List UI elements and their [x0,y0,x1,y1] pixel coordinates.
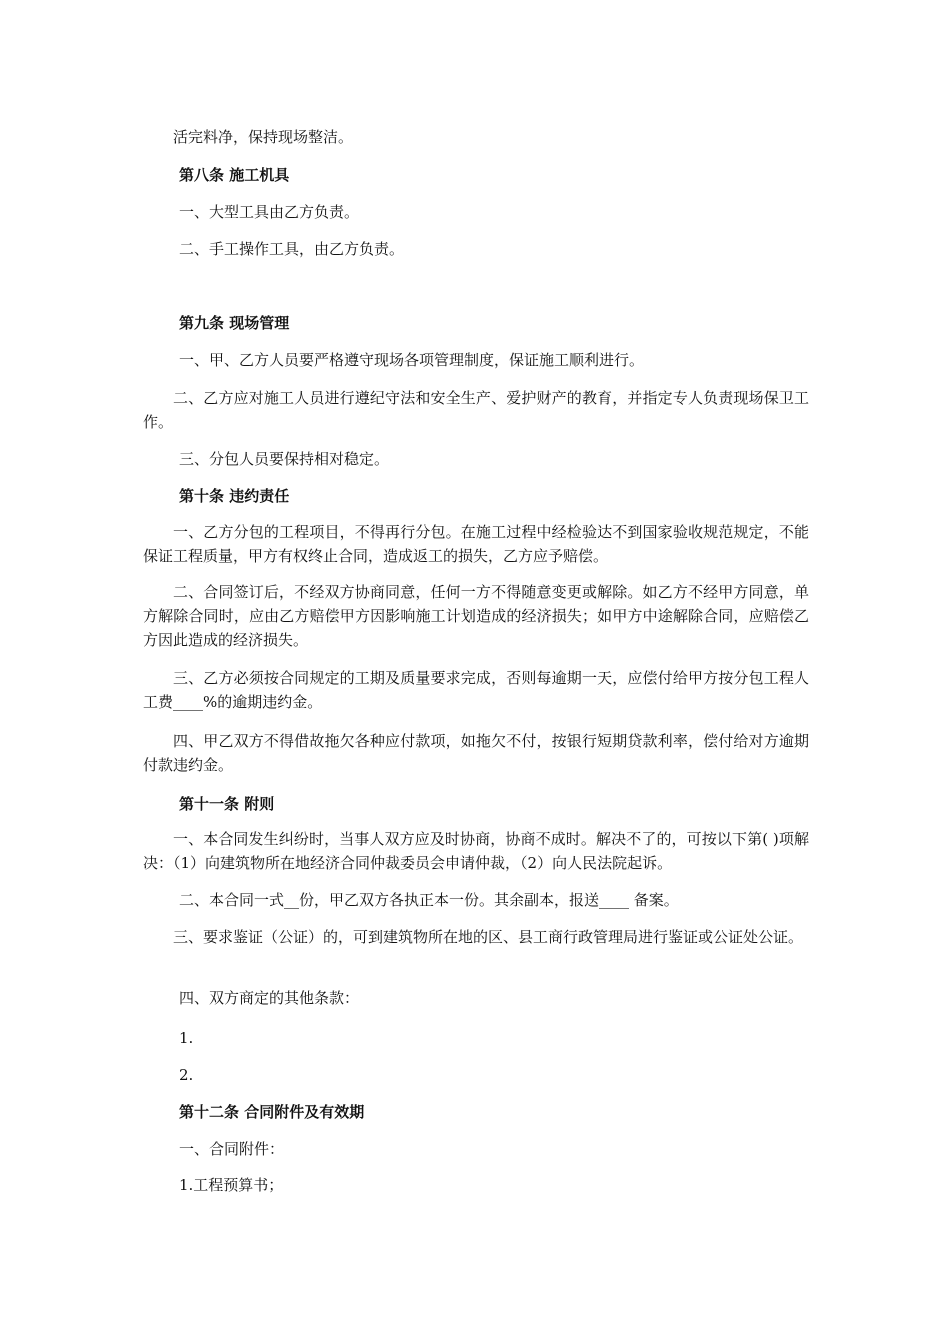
article-11-item-1: 1. [179,1029,194,1047]
article-8-clause-2: 二、手工操作工具，由乙方负责。 [179,240,405,258]
article-10-clause-2: 二、合同签订后，不经双方协商同意，任何一方不得随意变更或解除。如乙方不经甲方同意，单方解除合同时，应由乙方赔偿甲方因影响施工计划造成的经济损失；如甲方中途解除合同，应赔偿乙方因此造成的经济损失。 [143,583,809,649]
article-10-clause-3: 三、乙方必须按合同规定的工期及质量要求完成，否则每逾期一天，应偿付给甲方按分包工程人工费____%的逾期违约金。 [143,669,809,711]
article-10-clause-1: 一、乙方分包的工程项目，不得再行分包。在施工过程中经检验达不到国家验收规范规定，不能保证工程质量，甲方有权终止合同，造成返工的损失，乙方应予赔偿。 [143,523,809,565]
article-12-heading: 第十二条 合同附件及有效期 [179,1103,365,1121]
article-9-heading: 第九条 现场管理 [179,314,290,332]
article-11-clause-3: 三、要求鉴证（公证）的，可到建筑物所在地的区、县工商行政管理局进行鉴证或公证处公证。 [173,928,804,946]
article-8-clause-1: 一、大型工具由乙方负责。 [179,203,360,221]
article-11-item-2: 2. [179,1066,194,1084]
article-8-heading: 第八条 施工机具 [179,166,290,184]
article-11-heading: 第十一条 附则 [179,795,275,813]
article-10-clause-4: 四、甲乙双方不得借故拖欠各种应付款项，如拖欠不付，按银行短期贷款利率，偿付给对方逾期付款违约金。 [143,732,809,774]
article-10-heading: 第十条 违约责任 [179,487,290,505]
paragraph-site-clean: 活完料净，保持现场整洁。 [173,128,354,146]
article-11-clause-1: 一、本合同发生纠纷时，当事人双方应及时协商，协商不成时。解决不了的，可按以下第( )项解决：（1）向建筑物所在地经济合同仲裁委员会申请仲裁，（2）向人民法院起诉。 [143,830,809,872]
article-9-clause-2: 二、乙方应对施工人员进行遵纪守法和安全生产、爱护财产的教育，并指定专人负责现场保卫工作。 [143,389,809,431]
article-9-clause-3: 三、分包人员要保持相对稳定。 [179,450,390,468]
article-12-clause-1: 一、合同附件： [179,1140,285,1158]
article-12-item-1: 1.工程预算书； [179,1176,284,1194]
article-9-clause-1: 一、甲、乙方人员要严格遵守现场各项管理制度，保证施工顺利进行。 [179,351,645,369]
article-11-clause-2: 二、本合同一式__份，甲乙双方各执正本一份。其余副本，报送____ 备案。 [179,891,679,909]
article-11-clause-4: 四、双方商定的其他条款： [179,989,360,1007]
